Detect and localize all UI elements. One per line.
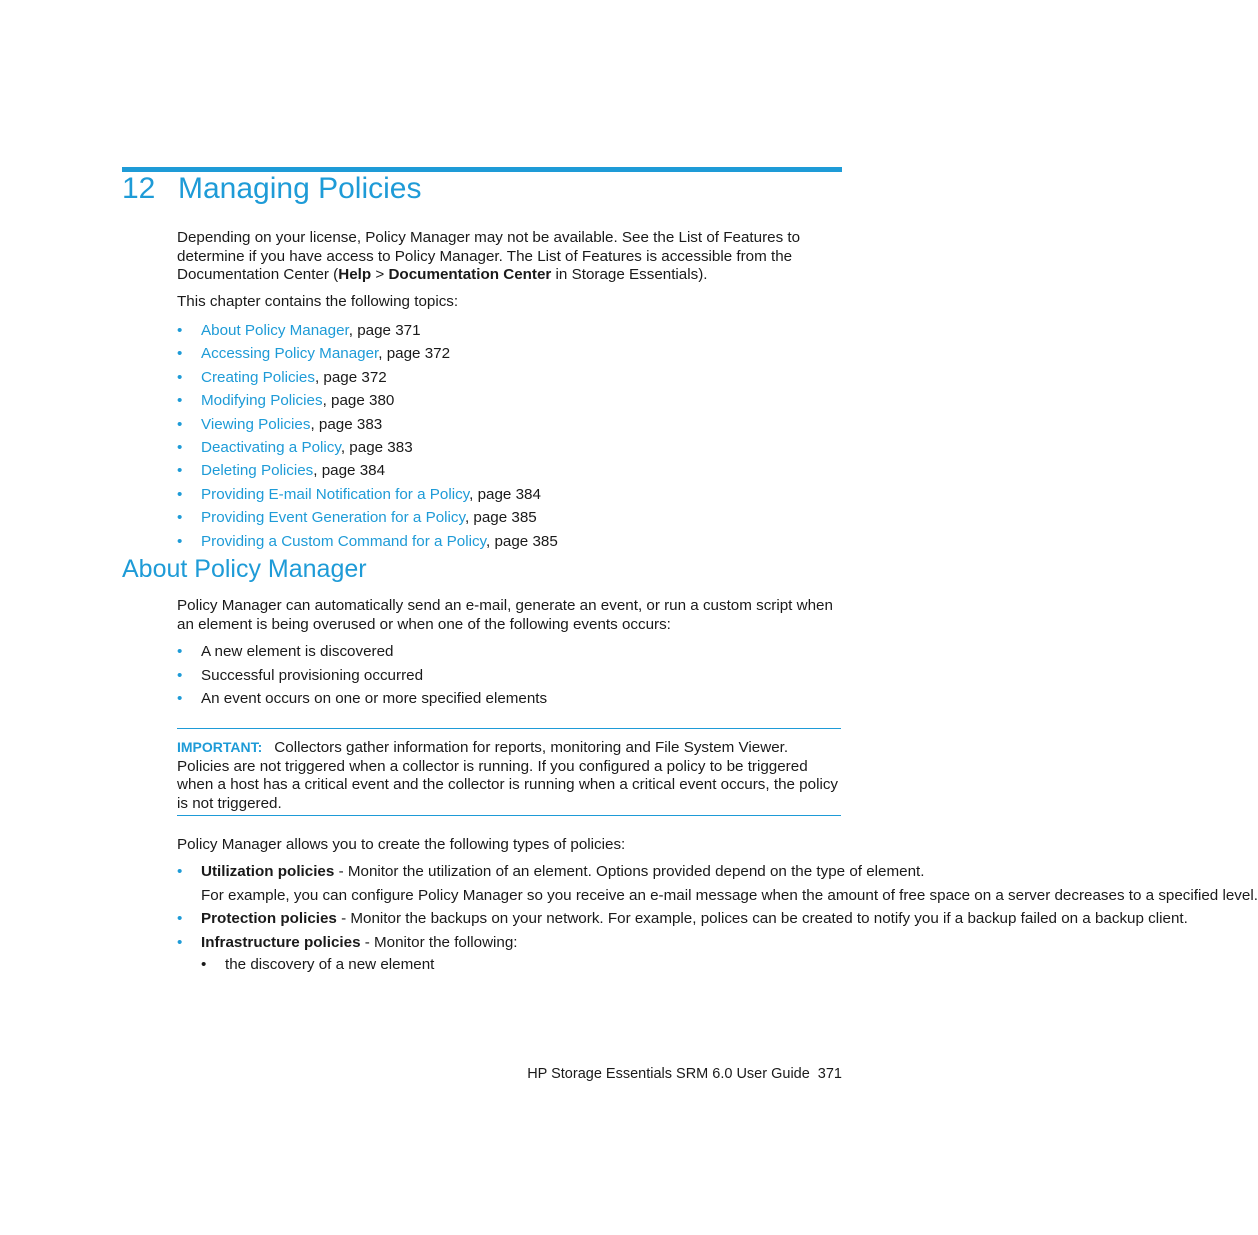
topic-page: , page 371 — [348, 322, 421, 339]
topic-item — [177, 321, 558, 344]
topic-link[interactable]: Providing E-mail Notification for a Policy — [201, 485, 470, 503]
topic-page: , page 372 — [378, 345, 451, 363]
sub-list — [201, 956, 841, 975]
policy-type-item — [177, 863, 1258, 905]
intro-text-end: in Storage Essentials). — [551, 266, 708, 284]
event-text: Successful provisioning occurred — [201, 666, 424, 684]
topics-list — [177, 321, 558, 555]
bullet-icon: • — [177, 690, 183, 707]
event-item — [177, 642, 547, 666]
topic-item — [177, 368, 558, 391]
topic-page: , page 384 — [313, 462, 386, 480]
about-paragraph — [177, 597, 841, 634]
events-list — [177, 642, 547, 713]
topic-page: , page 385 — [486, 532, 558, 550]
bullet-icon: • — [177, 438, 183, 456]
bullet-icon: • — [177, 863, 183, 880]
event-item — [177, 689, 547, 713]
topic-item — [177, 415, 558, 438]
event-text: An event occurs on one or more specified elements — [201, 690, 548, 707]
bullet-icon: • — [177, 910, 183, 928]
policy-type-desc: - Monitor the backups on your network. For example, polices can be created to notify you if a backup failed on a backup client. — [336, 910, 1188, 928]
topic-link[interactable]: Providing a Custom Command for a Policy — [201, 532, 487, 550]
policy-type-desc: - Monitor the utilization of an element. Options provided depend on the type of element. — [334, 863, 925, 880]
topic-item — [177, 532, 558, 555]
topic-item — [177, 391, 558, 414]
topic-link[interactable]: Deleting Policies — [201, 462, 314, 480]
chapter-number: 12 — [122, 172, 156, 205]
event-text: A new element is discovered — [201, 643, 394, 660]
bullet-icon: • — [177, 322, 183, 339]
topic-link[interactable]: About Policy Manager — [201, 322, 349, 339]
bullet-icon: • — [177, 345, 183, 363]
policy-type-name: Protection policies — [201, 910, 337, 928]
topics-intro — [177, 293, 841, 312]
topic-link[interactable]: Viewing Policies — [201, 415, 311, 433]
policy-type-name: Infrastructure policies — [201, 933, 361, 951]
event-item — [177, 666, 547, 690]
menu-separator: > — [371, 266, 389, 284]
sub-item — [201, 956, 841, 975]
policy-type-example: For example, you can configure Policy Manager so you receive an e-mail message when the amount of free space on a server decreases to a specified level. — [201, 886, 1258, 904]
important-note — [177, 728, 841, 816]
topic-link[interactable]: Creating Policies — [201, 368, 315, 386]
topic-link[interactable]: Accessing Policy Manager — [201, 345, 379, 363]
bullet-icon: • — [177, 509, 183, 527]
help-menu-ref: Help — [338, 266, 372, 284]
bullet-icon: • — [177, 368, 183, 386]
sub-bullet-icon: • — [201, 956, 207, 974]
important-text: Collectors gather information for reports, monitoring and File System Viewer. Policies are not triggered when a collector is running. If you configured a policy to be triggered when a host has a critical event and the collector is running when a critical event occurs, the policy is not triggered. — [177, 739, 839, 812]
chapter-title — [122, 172, 421, 206]
types-intro — [177, 836, 841, 855]
topic-page: , page 383 — [340, 438, 413, 456]
intro-text: Depending on your license, Policy Manager may not be available. See the List of Features to determine if you have access to Policy Manager. The List of Features is accessible from the Documentation Center ( — [177, 229, 801, 284]
bullet-icon: • — [177, 392, 183, 410]
topic-page: , page 385 — [464, 509, 537, 527]
policy-type-name: Utilization policies — [201, 863, 335, 880]
section-title: About Policy Manager — [122, 555, 367, 583]
bullet-icon: • — [177, 462, 183, 480]
topic-page: , page 372 — [314, 368, 387, 386]
topic-page: , page 384 — [469, 485, 541, 503]
bullet-icon: • — [177, 933, 183, 951]
topic-item — [177, 344, 558, 367]
bullet-icon: • — [177, 666, 183, 684]
page-footer — [527, 1066, 842, 1082]
topic-link[interactable]: Providing Event Generation for a Policy — [201, 509, 465, 527]
about-text: Policy Manager can automatically send an e-mail, generate an event, or run a custom script when an element is being overused or when one of the following events occurs: — [177, 597, 833, 633]
documentation-center-ref: Documentation Center — [388, 266, 552, 284]
footer-guide-title: HP Storage Essentials SRM 6.0 User Guide — [527, 1066, 810, 1082]
sub-item-text: the discovery of a new element — [225, 956, 435, 974]
topic-page: , page 380 — [322, 392, 395, 410]
topic-link[interactable]: Modifying Policies — [201, 392, 323, 410]
policy-type-item — [177, 910, 1188, 929]
intro-paragraph — [177, 229, 841, 285]
chapter-title-text: Managing Policies — [178, 172, 422, 205]
topic-page: , page 383 — [310, 415, 383, 433]
bullet-icon: • — [177, 485, 183, 503]
topic-item — [177, 508, 558, 531]
bullet-icon: • — [177, 532, 183, 550]
policy-types-list — [177, 863, 1258, 975]
page-number: 371 — [817, 1066, 842, 1082]
topic-link[interactable]: Deactivating a Policy — [201, 438, 341, 456]
topic-item — [177, 438, 558, 461]
types-intro-text: Policy Manager allows you to create the following types of policies: — [177, 836, 626, 853]
bullet-icon: • — [177, 643, 183, 660]
policy-type-desc: - Monitor the following: — [360, 933, 518, 951]
bullet-icon: • — [177, 415, 183, 433]
important-label: IMPORTANT: — [177, 739, 263, 755]
topic-item — [177, 485, 558, 508]
topic-item — [177, 461, 558, 484]
topics-intro-text: This chapter contains the following topics: — [177, 293, 459, 310]
policy-type-item — [177, 934, 841, 975]
